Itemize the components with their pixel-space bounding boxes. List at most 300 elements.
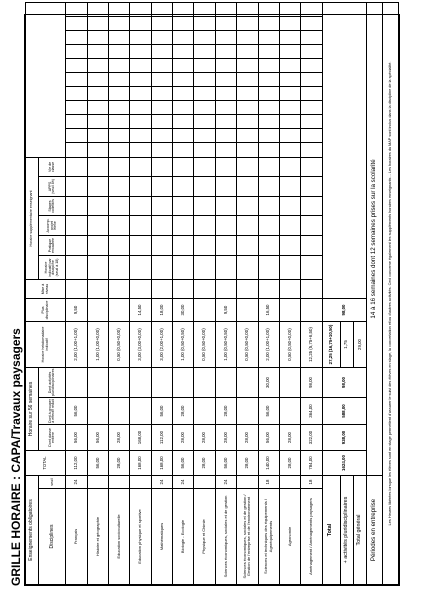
empty-cell bbox=[279, 177, 300, 197]
groupe-cell bbox=[279, 398, 300, 425]
empty-cell bbox=[130, 177, 151, 197]
empty-cell bbox=[301, 2, 322, 16]
empty-cell bbox=[151, 2, 172, 16]
empty-cell bbox=[279, 58, 300, 72]
empty-cell bbox=[258, 256, 279, 280]
plus-disciplinaire-cell: 18,00 bbox=[151, 299, 172, 322]
table-row bbox=[173, 2, 194, 584]
empty-cell bbox=[301, 256, 322, 280]
empty-cell bbox=[215, 86, 236, 100]
empty-cell bbox=[151, 216, 172, 236]
total-cell: 140,00 bbox=[258, 451, 279, 476]
empty-cell bbox=[66, 157, 87, 176]
empty-cell bbox=[237, 16, 258, 30]
total-cell: 784,00 bbox=[301, 451, 322, 476]
empty-cell bbox=[215, 128, 236, 142]
empty-cell bbox=[279, 114, 300, 128]
empty-cell bbox=[66, 44, 87, 58]
empty-cell bbox=[194, 44, 215, 58]
empty-cell bbox=[173, 72, 194, 86]
hebdo-cell: 12,25 (5,75+6,50) bbox=[301, 322, 322, 368]
empty-cell bbox=[194, 86, 215, 100]
empty-cell bbox=[109, 72, 130, 86]
empty-cell bbox=[173, 256, 194, 280]
total-cell: 28,00 bbox=[194, 451, 215, 476]
pluri-cell bbox=[194, 368, 215, 398]
header-groupe: Dont à grouper à effectif réduit bbox=[39, 398, 66, 425]
empty-cell bbox=[66, 177, 87, 197]
empty-cell bbox=[237, 280, 258, 299]
empty-cell bbox=[173, 100, 194, 114]
hebdo-cell: 0,50 (0,50+0,00) bbox=[194, 322, 215, 368]
plus-disciplinaire-cell: 30,00 bbox=[173, 299, 194, 322]
empty-cell bbox=[194, 216, 215, 236]
table-row bbox=[130, 2, 151, 584]
empty-cell bbox=[109, 280, 130, 299]
groupe-cell: 364,00 bbox=[301, 398, 322, 425]
general-total-label: Total général bbox=[353, 476, 366, 585]
empty-cell bbox=[109, 142, 130, 157]
header-row-top bbox=[26, 2, 39, 584]
empty-cell bbox=[237, 44, 258, 58]
total-row bbox=[322, 2, 340, 584]
general-total-value: 29,00 bbox=[353, 322, 366, 368]
empty-cell bbox=[173, 142, 194, 157]
empty-cell bbox=[279, 30, 300, 44]
empty-cell bbox=[194, 58, 215, 72]
table-row bbox=[194, 2, 215, 584]
document-title: GRILLE HORAIRE : CAPA/Travaux paysagers bbox=[9, 328, 23, 586]
hebdo-cell: 2,00 (1,00+1,00) bbox=[66, 322, 87, 368]
empty-cell bbox=[87, 197, 108, 216]
empty-cell bbox=[109, 2, 130, 16]
empty-cell bbox=[279, 157, 300, 176]
discipline-cell: Français bbox=[66, 489, 87, 585]
empty-cell bbox=[279, 197, 300, 216]
empty-cell bbox=[215, 100, 236, 114]
empty-cell bbox=[215, 142, 236, 157]
empty-cell bbox=[258, 100, 279, 114]
empty-cell bbox=[151, 44, 172, 58]
pluri-cell bbox=[237, 368, 258, 398]
empty-cell bbox=[151, 16, 172, 30]
pluri-cell bbox=[66, 368, 87, 398]
empty-cell bbox=[301, 197, 322, 216]
entiere-cell: 28,00 bbox=[215, 425, 236, 451]
empty-cell bbox=[87, 44, 108, 58]
total-cell: 28,00 bbox=[109, 451, 130, 476]
empty-cell bbox=[66, 128, 87, 142]
total-cell: 168,00 bbox=[130, 451, 151, 476]
header-hse-sub5: APPS (seuil 8h) bbox=[39, 177, 66, 197]
timetable-grid bbox=[24, 14, 400, 586]
empty-cell bbox=[237, 2, 258, 16]
discipline-cell: Education physique et sportive bbox=[130, 489, 151, 585]
entiere-cell: 322,00 bbox=[301, 425, 322, 451]
empty-cell bbox=[322, 2, 367, 298]
empty-cell bbox=[87, 216, 108, 236]
empty-cell bbox=[130, 128, 151, 142]
empty-cell bbox=[258, 30, 279, 44]
plus-disciplinaire-cell: 9,50 bbox=[215, 299, 236, 322]
empty-cell bbox=[151, 157, 172, 176]
seuil-cell bbox=[109, 476, 130, 489]
empty-cell bbox=[237, 177, 258, 197]
empty-cell bbox=[237, 142, 258, 157]
empty-cell bbox=[237, 72, 258, 86]
empty-cell bbox=[173, 197, 194, 216]
hebdo-cell: 1,00 (0,50+0,50) bbox=[215, 322, 236, 368]
empty-cell bbox=[301, 177, 322, 197]
empty-cell bbox=[258, 86, 279, 100]
empty-cell bbox=[66, 16, 87, 30]
empty-cell bbox=[194, 177, 215, 197]
empty-cell bbox=[130, 30, 151, 44]
discipline-cell: Sciences économiques, sociales et de gestion / Gestion de l'entreprise et de l'environnement bbox=[237, 489, 258, 585]
empty-cell bbox=[301, 44, 322, 58]
empty-cell bbox=[87, 280, 108, 299]
seuil-cell bbox=[237, 476, 258, 489]
empty-cell bbox=[130, 280, 151, 299]
empty-cell bbox=[194, 72, 215, 86]
header-hse-sub1: Horaire indicatif par discipline (seuil à 18) bbox=[39, 256, 66, 280]
empty-cell bbox=[279, 16, 300, 30]
pluri-cell bbox=[130, 368, 151, 398]
pluri-cell bbox=[87, 368, 108, 398]
hebdo-cell: 0,50 (0,50+0,00) bbox=[279, 322, 300, 368]
empty-cell bbox=[301, 157, 322, 176]
empty-cell bbox=[279, 280, 300, 299]
empty-cell bbox=[109, 44, 130, 58]
empty-cell bbox=[151, 177, 172, 197]
empty-cell bbox=[109, 256, 130, 280]
empty-cell bbox=[258, 177, 279, 197]
empty-cell bbox=[87, 128, 108, 142]
hebdo-cell: 3,00 (3,00+0,00) bbox=[130, 322, 151, 368]
empty-cell bbox=[109, 177, 130, 197]
pluri-cell bbox=[151, 368, 172, 398]
empty-cell bbox=[194, 157, 215, 176]
empty-cell bbox=[258, 2, 279, 16]
empty-cell bbox=[237, 128, 258, 142]
groupe-cell: 56,00 bbox=[66, 398, 87, 425]
entiere-cell: 28,00 bbox=[194, 425, 215, 451]
empty-cell bbox=[237, 114, 258, 128]
total-cell: 56,00 bbox=[87, 451, 108, 476]
pluri-cell bbox=[279, 368, 300, 398]
entiere-cell: 28,00 bbox=[279, 425, 300, 451]
empty-cell bbox=[301, 30, 322, 44]
empty-cell bbox=[258, 44, 279, 58]
total-total-cell: 1624,00 bbox=[322, 451, 367, 476]
empty-cell bbox=[215, 72, 236, 86]
empty-cell bbox=[109, 128, 130, 142]
empty-cell bbox=[151, 236, 172, 256]
empty-cell bbox=[66, 58, 87, 72]
empty-cell bbox=[151, 142, 172, 157]
empty-cell bbox=[173, 216, 194, 236]
groupe-cell bbox=[194, 398, 215, 425]
entiere-cell: 56,00 bbox=[66, 425, 87, 451]
empty-cell bbox=[87, 142, 108, 157]
empty-cell bbox=[151, 197, 172, 216]
empty-cell bbox=[151, 86, 172, 100]
pluri-cell bbox=[173, 368, 194, 398]
empty-cell bbox=[301, 128, 322, 142]
hebdo-cell: 2,00 (1,00+1,00) bbox=[258, 322, 279, 368]
total-plus-cell: 98,00 bbox=[322, 299, 367, 322]
empty-cell bbox=[130, 86, 151, 100]
entiere-cell: 56,00 bbox=[258, 425, 279, 451]
empty-cell bbox=[130, 100, 151, 114]
table-row bbox=[215, 2, 236, 584]
discipline-cell: Sciences économiques, sociales et de gestion bbox=[215, 489, 236, 585]
seuil-cell bbox=[87, 476, 108, 489]
discipline-cell: Aménagement / Aménagements paysagers bbox=[301, 489, 322, 585]
header-hse: Horaire supplémentaire enseignant bbox=[26, 157, 39, 279]
empty-cell bbox=[173, 280, 194, 299]
empty-cell bbox=[279, 142, 300, 157]
empty-cell bbox=[237, 157, 258, 176]
total-label: Total bbox=[322, 476, 340, 585]
empty-cell bbox=[173, 2, 194, 16]
plus-disciplinaire-cell bbox=[87, 299, 108, 322]
empty-cell bbox=[215, 30, 236, 44]
pluri-cell bbox=[109, 368, 130, 398]
empty-cell bbox=[301, 216, 322, 236]
header-total: TOTAL bbox=[26, 451, 66, 476]
empty-cell bbox=[173, 114, 194, 128]
empty-cell bbox=[130, 16, 151, 30]
empty-cell bbox=[194, 236, 215, 256]
empty-cell bbox=[237, 86, 258, 100]
hebdo-cell: 1,00 (1,00+0,00) bbox=[87, 322, 108, 368]
empty-cell bbox=[173, 236, 194, 256]
entiere-cell: 168,00 bbox=[130, 425, 151, 451]
empty-cell bbox=[237, 100, 258, 114]
empty-cell bbox=[173, 157, 194, 176]
plus-disciplinaire-cell bbox=[279, 299, 300, 322]
header-disciplines: Disciplines bbox=[39, 489, 66, 585]
seuil-cell: 24 bbox=[66, 476, 87, 489]
hebdo-cell: 0,50 (0,50+0,00) bbox=[109, 322, 130, 368]
empty-cell bbox=[301, 142, 322, 157]
empty-cell bbox=[301, 236, 322, 256]
empty-cell bbox=[258, 58, 279, 72]
empty-cell bbox=[194, 142, 215, 157]
empty-cell bbox=[66, 256, 87, 280]
empty-cell bbox=[109, 86, 130, 100]
header-plus-disciplinaire: Plus disciplinaire bbox=[26, 299, 66, 322]
header-hse-sub2: Pratique encadrée bbox=[39, 236, 66, 256]
empty-cell bbox=[87, 58, 108, 72]
groupe-cell: 28,00 bbox=[173, 398, 194, 425]
seuil-cell: 18 bbox=[301, 476, 322, 489]
total-cell: 168,00 bbox=[151, 451, 172, 476]
note-row bbox=[383, 2, 399, 584]
empty-cell bbox=[173, 177, 194, 197]
total-cell: 28,00 bbox=[237, 451, 258, 476]
empty-cell bbox=[258, 142, 279, 157]
empty-cell bbox=[279, 72, 300, 86]
empty-cell bbox=[194, 256, 215, 280]
empty-cell bbox=[130, 72, 151, 86]
empty-cell bbox=[301, 16, 322, 30]
empty-cell bbox=[301, 72, 322, 86]
empty-cell bbox=[173, 86, 194, 100]
empty-cell bbox=[109, 197, 130, 216]
header-hse-sub6: Vie de classe bbox=[39, 157, 66, 176]
empty-cell bbox=[237, 30, 258, 44]
table-row bbox=[151, 2, 172, 584]
pluri-cell: 98,00 bbox=[301, 368, 322, 398]
seuil-cell: 24 bbox=[151, 476, 172, 489]
empty-cell bbox=[194, 280, 215, 299]
empty-cell bbox=[258, 114, 279, 128]
empty-cell bbox=[215, 236, 236, 256]
plus-disciplinaire-cell: 9,50 bbox=[66, 299, 87, 322]
groupe-cell bbox=[130, 398, 151, 425]
periodes-row bbox=[367, 2, 383, 584]
empty-cell bbox=[130, 236, 151, 256]
empty-cell bbox=[66, 216, 87, 236]
total-cell: 112,00 bbox=[66, 451, 87, 476]
header-hse-sub4: Stages collectifs bbox=[39, 197, 66, 216]
empty-cell bbox=[130, 142, 151, 157]
entiere-cell: 28,00 bbox=[109, 425, 130, 451]
hebdo-cell: 0,50 (0,50+0,00) bbox=[237, 322, 258, 368]
empty-cell bbox=[66, 236, 87, 256]
empty-cell bbox=[130, 58, 151, 72]
periodes-label: Périodes en entreprise bbox=[367, 476, 383, 585]
empty-cell bbox=[109, 30, 130, 44]
empty-cell bbox=[194, 128, 215, 142]
hebdo-cell: 3,00 (2,00+1,00) bbox=[151, 322, 172, 368]
seuil-cell: 18 bbox=[258, 476, 279, 489]
schedule-table bbox=[25, 2, 399, 585]
seuil-cell bbox=[279, 476, 300, 489]
empty-cell bbox=[151, 256, 172, 280]
empty-cell bbox=[194, 2, 215, 16]
empty-cell bbox=[109, 58, 130, 72]
header-seuil: seuil bbox=[39, 476, 66, 489]
empty-cell bbox=[258, 16, 279, 30]
seuil-cell: 24 bbox=[215, 476, 236, 489]
empty-cell bbox=[173, 30, 194, 44]
empty-cell bbox=[215, 280, 236, 299]
empty-cell bbox=[66, 72, 87, 86]
empty-cell bbox=[87, 86, 108, 100]
empty-cell bbox=[87, 30, 108, 44]
entiere-cell: 28,00 bbox=[173, 425, 194, 451]
empty-cell bbox=[87, 100, 108, 114]
empty-cell bbox=[215, 256, 236, 280]
header-hse-sub3: Accomp. projet élève bbox=[39, 216, 66, 236]
empty-cell bbox=[87, 177, 108, 197]
empty-cell bbox=[215, 157, 236, 176]
total-cell: 28,00 bbox=[279, 451, 300, 476]
empty-cell bbox=[130, 256, 151, 280]
empty-cell bbox=[194, 197, 215, 216]
empty-cell bbox=[258, 128, 279, 142]
seuil-cell: 24 bbox=[173, 476, 194, 489]
empty-cell bbox=[237, 256, 258, 280]
header-entiere: Dont classe entière bbox=[39, 425, 66, 451]
empty-cell bbox=[194, 16, 215, 30]
empty-cell bbox=[130, 157, 151, 176]
empty-cell bbox=[109, 216, 130, 236]
empty-cell bbox=[215, 44, 236, 58]
header-blank bbox=[26, 2, 66, 157]
empty-cell bbox=[109, 236, 130, 256]
periodes-text: 14 à 16 semaines dont 12 semaines prises sur la scolarité bbox=[367, 2, 383, 475]
empty-cell bbox=[237, 216, 258, 236]
empty-cell bbox=[215, 114, 236, 128]
plus-disciplinaire-cell bbox=[194, 299, 215, 322]
table-row bbox=[279, 2, 300, 584]
empty-cell bbox=[258, 280, 279, 299]
empty-cell bbox=[66, 30, 87, 44]
empty-cell bbox=[66, 280, 87, 299]
plus-disciplinaire-cell: 14,50 bbox=[130, 299, 151, 322]
total-cell: 56,00 bbox=[173, 451, 194, 476]
table-row bbox=[109, 2, 130, 584]
empty-cell bbox=[87, 16, 108, 30]
discipline-cell: Education socioculturelle bbox=[109, 489, 130, 585]
empty-cell bbox=[66, 2, 87, 16]
empty-cell bbox=[87, 256, 108, 280]
footnote: Les Heures libérées lorsque les élèves sont en stage permettent d'assurer le suivi des élèves en stage, la concertation et/ou d'autres activités. Ceci concerne également les suppléments horaires enseignants. - Les horaires du MAP sont inclus dans la discipline de la spécialité. bbox=[383, 2, 399, 584]
empty-cell bbox=[87, 2, 108, 16]
plus-disciplinaire-cell: 16,50 bbox=[258, 299, 279, 322]
empty-cell bbox=[151, 114, 172, 128]
plus-disciplinaire-cell bbox=[301, 299, 322, 322]
empty-cell bbox=[194, 30, 215, 44]
empty-cell bbox=[279, 2, 300, 16]
empty-cell bbox=[279, 256, 300, 280]
total-hebdo-cell: 27,25 (16,75+10,50) bbox=[322, 322, 340, 368]
empty-cell bbox=[109, 16, 130, 30]
groupe-cell: 56,00 bbox=[151, 398, 172, 425]
empty-cell bbox=[194, 114, 215, 128]
empty-cell bbox=[301, 58, 322, 72]
seuil-cell bbox=[130, 476, 151, 489]
header-enseignements: Enseignements obligatoires bbox=[26, 476, 39, 585]
empty-cell bbox=[258, 216, 279, 236]
pluri-cell: 30,00 bbox=[258, 368, 279, 398]
plus-disciplinaire-cell bbox=[109, 299, 130, 322]
groupe-cell: 56,00 bbox=[258, 398, 279, 425]
empty-cell bbox=[279, 44, 300, 58]
empty-cell bbox=[151, 58, 172, 72]
discipline-cell: Sciences et techniques des équipements / Agroéquipements bbox=[258, 489, 279, 585]
empty-cell bbox=[151, 128, 172, 142]
empty-cell bbox=[258, 157, 279, 176]
empty-cell bbox=[109, 114, 130, 128]
empty-cell bbox=[279, 236, 300, 256]
empty-cell bbox=[258, 72, 279, 86]
empty-cell bbox=[279, 86, 300, 100]
hebdo-cell: 1,00 (0,50+0,50) bbox=[173, 322, 194, 368]
empty-cell bbox=[301, 100, 322, 114]
empty-cell bbox=[130, 2, 151, 16]
table-row bbox=[258, 2, 279, 584]
table-row bbox=[66, 2, 87, 584]
empty-cell bbox=[173, 128, 194, 142]
header-mise-niveau: Mise à niveau bbox=[26, 280, 66, 299]
empty-cell bbox=[301, 114, 322, 128]
empty-cell bbox=[66, 197, 87, 216]
